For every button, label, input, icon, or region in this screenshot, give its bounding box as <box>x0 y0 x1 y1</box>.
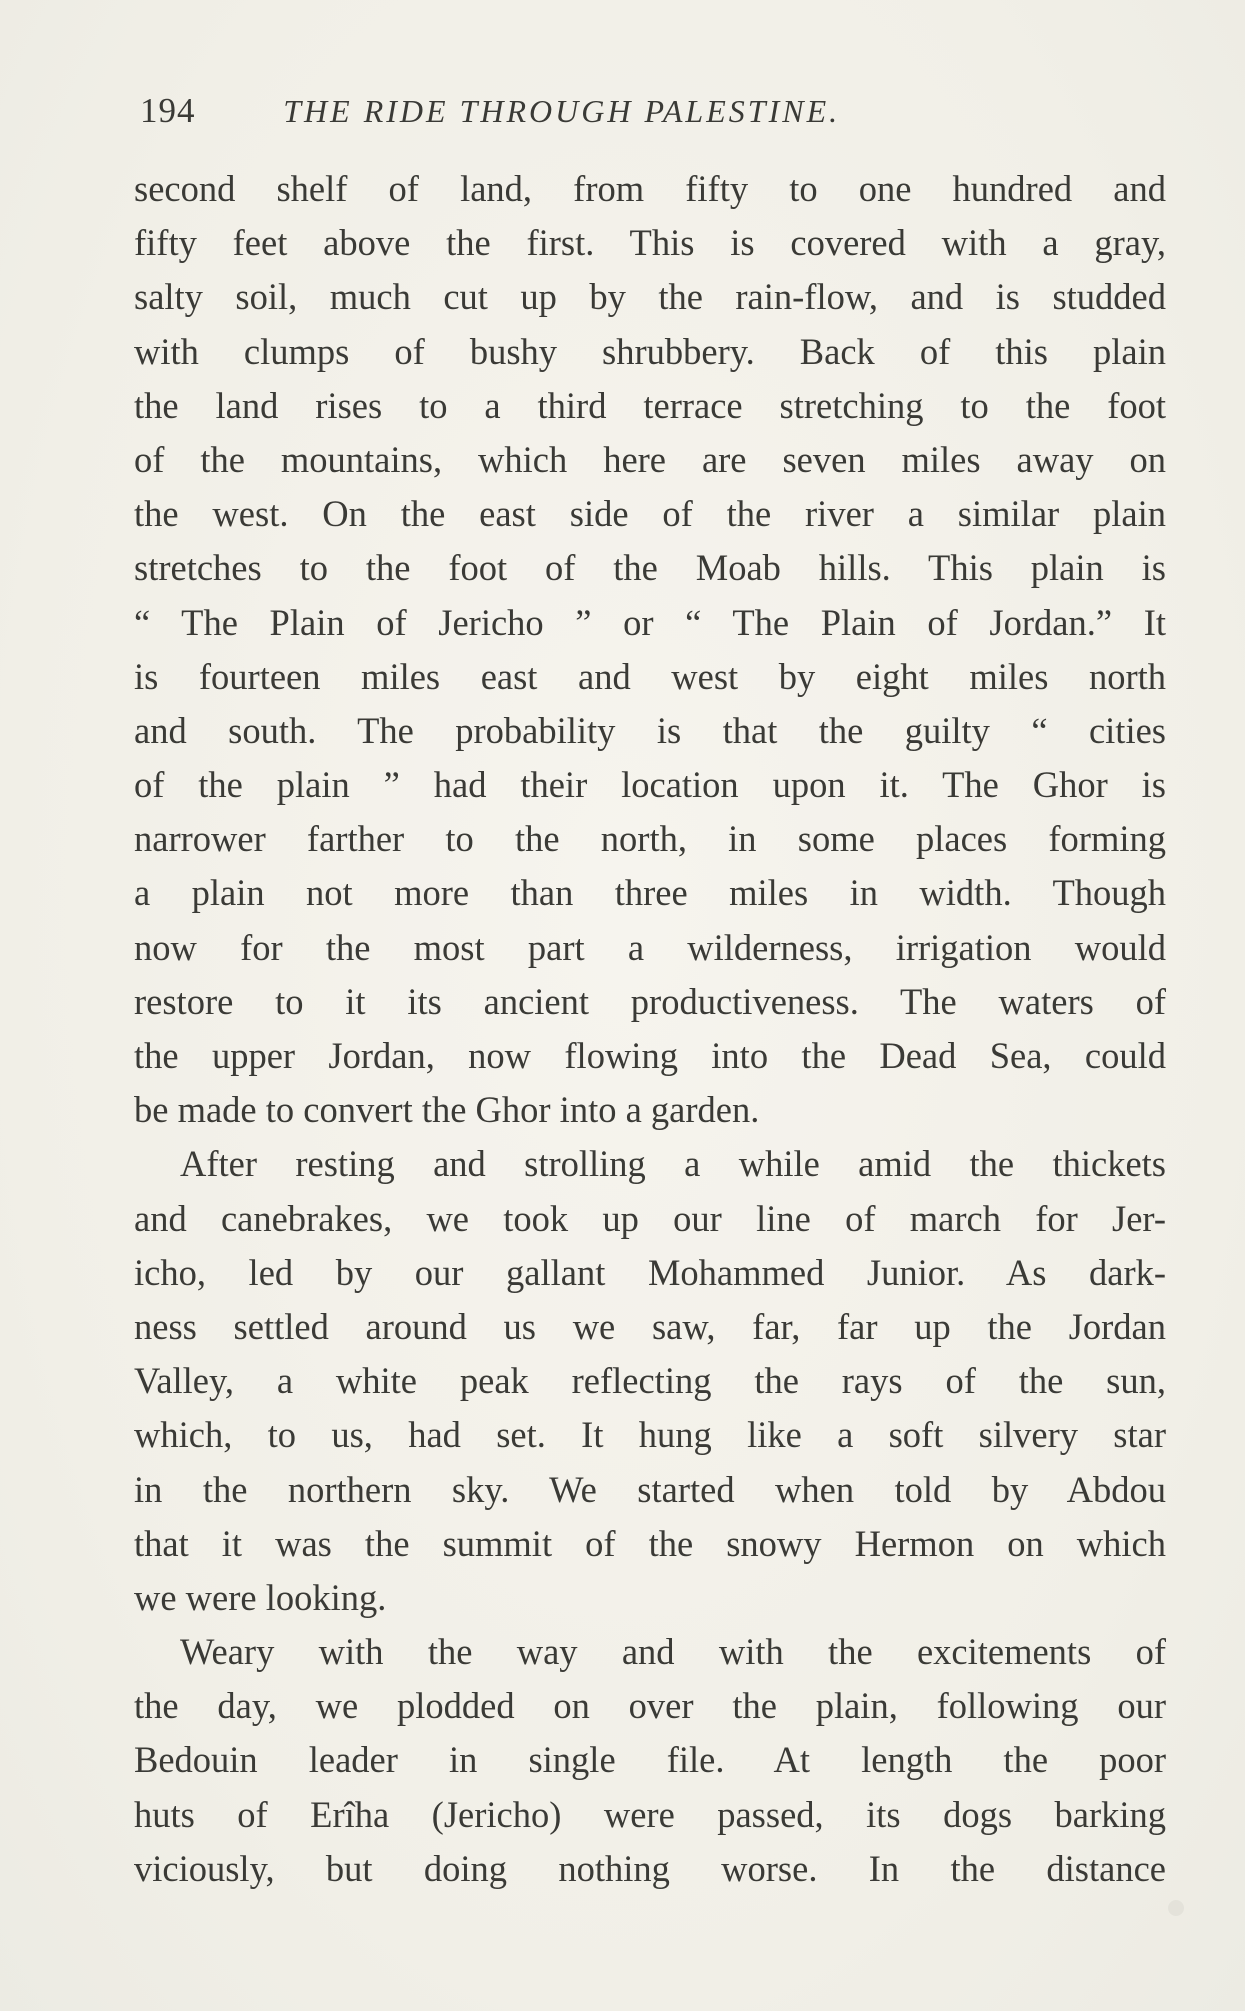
running-header <box>140 86 1040 136</box>
text-line: “ The Plain of Jericho ” or “ The Plain of Jordan.” It <box>134 601 1166 643</box>
text-line: fifty feet above the first. This is covered with a gray, <box>134 222 1166 264</box>
text-line: narrower farther to the north, in some places forming <box>134 818 1166 860</box>
text-line: huts of Erîha (Jericho) were passed, its dogs barking <box>134 1793 1166 1835</box>
text-line: with clumps of bushy shrubbery. Back of this plain <box>134 330 1166 372</box>
text-line: second shelf of land, from fifty to one hundred and <box>134 168 1166 209</box>
text-line: stretches to the foot of the Moab hills. This plain is <box>134 547 1166 589</box>
text-line: a plain not more than three miles in width. Though <box>134 872 1166 914</box>
body-text <box>134 162 1166 1896</box>
text-line: in the northern sky. We started when told by Abdou <box>134 1468 1166 1510</box>
text-line: the upper Jordan, now flowing into the Dead Sea, could <box>134 1035 1166 1076</box>
text-line: of the mountains, which here are seven miles away on <box>134 438 1166 480</box>
text-line: and canebrakes, we took up our line of march for Jer- <box>134 1197 1166 1239</box>
text-line: Bedouin leader in single file. At length the poor <box>134 1739 1166 1781</box>
text-line: is fourteen miles east and west by eight miles north <box>134 655 1166 697</box>
running-title: THE RIDE THROUGH PALESTINE. <box>283 93 841 129</box>
text-line: Valley, a white peak reflecting the rays of the sun, <box>134 1360 1166 1402</box>
text-line: be made to convert the Ghor into a garden. <box>134 1089 760 1131</box>
text-line: we were looking. <box>134 1576 387 1618</box>
text-line: the land rises to a third terrace stretching to the foot <box>134 384 1166 426</box>
paper-blemish <box>1168 1900 1184 1916</box>
text-line: of the plain ” had their location upon it. The Ghor is <box>134 764 1166 806</box>
page-number: 194 <box>140 91 196 130</box>
text-line: that it was the summit of the snowy Hermon on which <box>134 1522 1166 1564</box>
text-line: icho, led by our gallant Mohammed Junior. As dark- <box>134 1251 1166 1293</box>
text-line: viciously, but doing nothing worse. In the distance <box>134 1847 1166 1889</box>
text-line: ness settled around us we saw, far, far up the Jordan <box>134 1305 1166 1347</box>
text-line: Weary with the way and with the excitements of <box>180 1631 1166 1673</box>
text-line: restore to it its ancient productiveness. The waters of <box>134 980 1166 1022</box>
text-line: salty soil, much cut up by the rain-flow, and is studded <box>134 276 1166 318</box>
text-line: After resting and strolling a while amid the thickets <box>180 1143 1166 1185</box>
text-line: now for the most part a wilderness, irrigation would <box>134 926 1166 968</box>
text-line: the west. On the east side of the river a similar plain <box>134 493 1166 535</box>
text-line: the day, we plodded on over the plain, following our <box>134 1685 1166 1727</box>
text-line: and south. The probability is that the guilty “ cities <box>134 709 1166 751</box>
text-line: which, to us, had set. It hung like a soft silvery star <box>134 1414 1166 1456</box>
